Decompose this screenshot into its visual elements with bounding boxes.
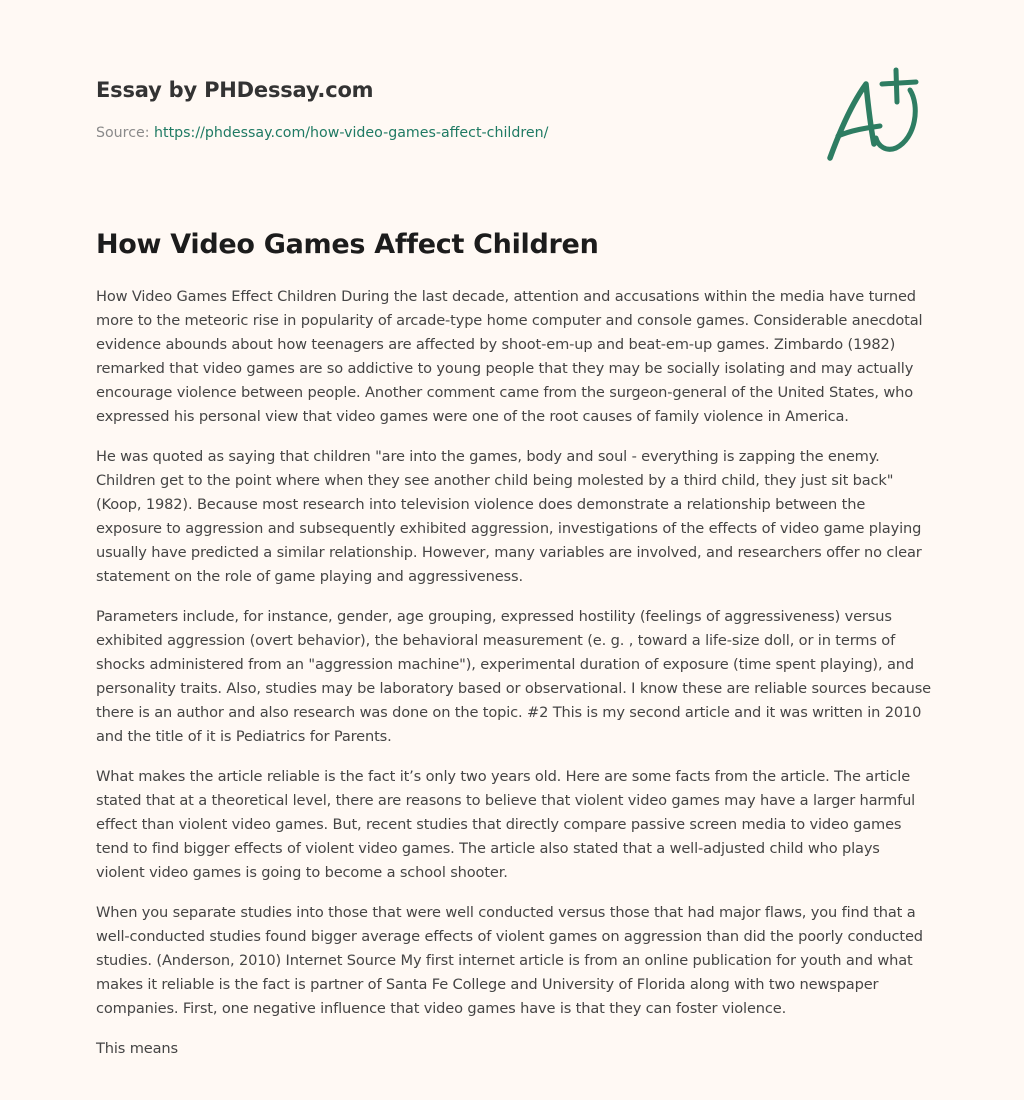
paragraph: How Video Games Effect Children During the last decade, attention and accusations within the media have turned more to the meteoric rise in popularity of arcade-type home computer and console games. Considerable anecdotal evidence abounds about how teenagers are affected by shoot-em-up and beat-em-up games. Zimbardo (1982) remarked that video games are so addictive to young people that they may be socially isolating and may actually encourage violence between people. Another comment came from the surgeon-general of the United States, who expressed his personal view that video games were one of the root causes of family violence in America. bbox=[96, 288, 923, 425]
page-header bbox=[96, 0, 932, 210]
source-line bbox=[96, 123, 548, 143]
paragraph: When you separate studies into those that were well conducted versus those that had major flaws, you find that a well-conducted studies found bigger average effects of violent games on aggression than did the poorly conducted studies. (Anderson, 2010) Internet Source My first internet article is from an online publication for youth and what makes it reliable is the fact is partner of Santa Fe College and University of Florida along with two newspaper companies. First, one negative influence that video games have is that they can foster violence. bbox=[96, 904, 923, 1017]
site-title: Essay by PHDessay.com bbox=[96, 78, 374, 102]
source-link[interactable]: https://phdessay.com/how-video-games-affect-children/ bbox=[154, 125, 549, 141]
article-body bbox=[96, 285, 932, 1077]
paragraph: Parameters include, for instance, gender, age grouping, expressed hostility (feelings of aggressiveness) versus exhibited aggression (overt behavior), the behavioral measurement (e. g. , toward a life-size doll, or in terms of shocks administered from an "aggression machine"), experimental duration of exposure (time spent playing), and personality traits. Also, studies may be laboratory based or observational. I know these are reliable sources because there is an author and also research was done on the topic. #2 This is my second article and it was written in 2010 and the title of it is Pediatrics for Parents. bbox=[96, 608, 931, 745]
paragraph: This means bbox=[96, 1040, 178, 1057]
paragraph: What makes the article reliable is the fact it’s only two years old. Here are some facts from the article. The article stated that at a theoretical level, there are reasons to believe that violent video games may have a larger harmful effect than violent video games. But, recent studies that directly compare passive screen media to video games tend to find bigger effects of violent video games. The article also stated that a well-adjusted child who plays violent video games is going to become a school shooter. bbox=[96, 768, 916, 881]
source-label: Source: bbox=[96, 125, 155, 141]
essay-page bbox=[96, 0, 932, 1057]
article-title: How Video Games Affect Children bbox=[96, 229, 599, 260]
a-plus-grade-icon bbox=[824, 66, 928, 166]
paragraph: He was quoted as saying that children "are into the games, body and soul - everything is zapping the enemy. Children get to the point where when they see another child being molested by a third child, they just sit back" (Koop, 1982). Because most research into television violence does demonstrate a relationship between the exposure to aggression and subsequently exhibited aggression, investigations of the effects of video game playing usually have predicted a similar relationship. However, many variables are involved, and researchers offer no clear statement on the role of game playing and aggressiveness. bbox=[96, 448, 922, 585]
